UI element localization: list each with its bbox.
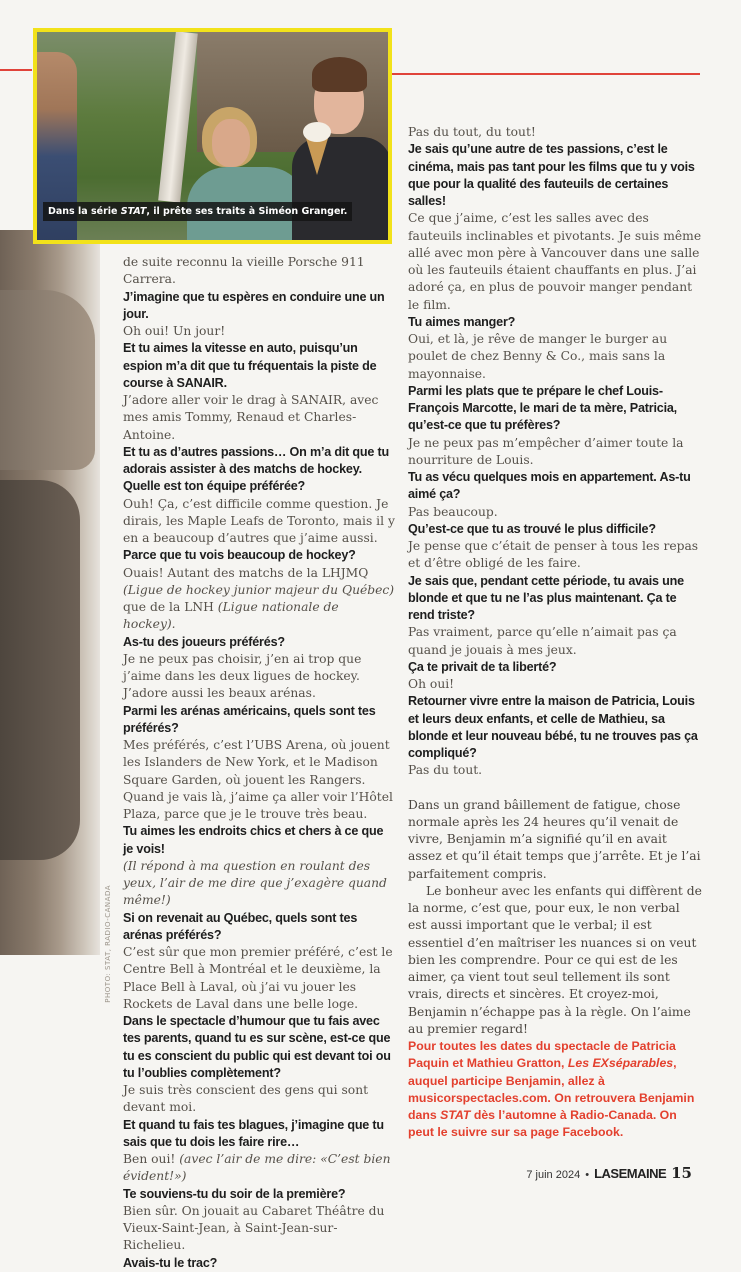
text-segment: Avais-tu le trac? [123, 1255, 218, 1270]
text-segment: Ouh! Ça, c’est difficile comme question. Je dirais, les Maple Leafs de Toronto, mais il y en a beaucoup d’autres que j’aime aussi. [123, 496, 395, 545]
text-segment: Ouais! Autant des matchs de la LHJMQ [123, 565, 369, 580]
interview-answer [408, 762, 702, 779]
text-segment: Pas beaucoup. [408, 504, 498, 519]
text-segment: de suite reconnu la vieille Porsche 911 Carrera. [123, 255, 365, 287]
interview-question [408, 521, 702, 538]
note-segment: Pour toutes les dates du spectacle de Patricia Paquin et Mathieu Gratton, [408, 1039, 676, 1071]
interview-answer [123, 1082, 395, 1117]
note-segment: STAT [440, 1108, 471, 1122]
accent-rule-left [0, 69, 32, 71]
photo-credit: PHOTO: STAT, RADIO-CANADA [104, 885, 112, 1003]
text-segment: Je ne peux pas m’empêcher d’aimer toute la nourriture de Louis. [408, 435, 684, 467]
text-segment: que de la LNH [123, 600, 218, 614]
interview-answer [408, 124, 702, 141]
text-segment: As-tu des joueurs préférés? [123, 634, 285, 649]
page-number: 15 [671, 1163, 692, 1182]
text-segment: C’est sûr que mon premier préféré, c’est le Centre Bell à Montréal et le deuxième, la Place Bell à Laval, où j’ai vu jouer les Rockets de Laval dans une belle loge. [123, 945, 393, 1011]
text-segment: Je pense que c’était de penser à tous les repas et d’être obligé de les faire. [408, 539, 699, 571]
interview-question [123, 340, 395, 392]
interview-column-right [408, 124, 702, 1204]
accent-rule [392, 73, 700, 75]
text-segment: Je sais que, pendant cette période, tu avais une blonde et que tu ne l’as plus maintenant. Ça te rend triste? [408, 573, 684, 622]
interview-question [123, 703, 395, 738]
interview-question [123, 444, 395, 496]
interview-question [408, 693, 702, 762]
interview-answer [123, 254, 395, 289]
issue-date: 7 juin 2024 [526, 1168, 581, 1181]
interview-answer [123, 392, 395, 444]
interview-question [123, 1186, 395, 1203]
interview-column-left [123, 254, 395, 1272]
text-segment: Qu’est-ce que tu as trouvé le plus difficile? [408, 521, 656, 536]
interview-right-qa [408, 124, 702, 780]
side-photo-arm [0, 480, 80, 860]
text-segment: Retourner vivre entre la maison de Patricia, Louis et leurs deux enfants, et celle de Mathieu, sa blonde et leur nouveau bébé, tu ne trouves pas ça compliqué? [408, 694, 698, 760]
interview-answer [408, 331, 702, 383]
interview-answer [123, 1203, 395, 1255]
interview-question [123, 1117, 395, 1152]
interview-answer [123, 323, 395, 340]
text-segment: Je suis très conscient des gens qui sont devant moi. [123, 1083, 369, 1115]
separator-dot: • [585, 1168, 590, 1181]
text-segment: Pas du tout. [408, 763, 483, 778]
side-photo-shirt [0, 290, 95, 470]
conclusion [408, 797, 702, 1039]
note-segment: , auquel participe Benjamin, allez à musicorspectacles.com. On retrouvera Benjamin dans [408, 1056, 695, 1122]
text-segment: Oh oui! Un jour! [123, 324, 226, 338]
page-footer [408, 1164, 702, 1184]
text-segment: Oh oui! [408, 677, 455, 691]
interview-answer [408, 210, 702, 314]
text-segment: Tu aimes manger? [408, 314, 516, 329]
conclusion-paragraph: Le bonheur avec les enfants qui diffèrent de la norme, c’est que, pour eux, le non verbal est aussi important que le verbal; il est essentiel d’en maîtriser les nuances si on veut bien les comprendre. Pour ce qui est de les aimer, ça vient tout seul tellement ils sont vrais, directs et sincères. Et croyez-moi, Benjamin n’échappe pas à la règle. On l’aime au premier regard! [408, 883, 702, 1036]
interview-answer [123, 496, 395, 548]
interview-question [408, 141, 702, 210]
interview-question [408, 659, 702, 676]
interview-question [123, 1255, 395, 1272]
interview-answer [408, 538, 702, 573]
text-segment: Ce que j’aime, c’est les salles avec des fauteuils inclinables et pivotants. Je suis même allé avec mon père à Vancouver dans une salle où les fauteuils étaient chauffants en plus. J’ai adoré ça, en plus de pouvoir manger pendant le film. [408, 211, 702, 312]
text-segment: Parce que tu vois beaucoup de hockey? [123, 548, 356, 563]
photo-caption: Dans la série STAT, il prête ses traits à Siméon Granger. [43, 202, 352, 221]
ice-cream-scoop [303, 122, 331, 142]
note-segment: dès l’automne à Radio-Canada. On peut le suivre sur sa page Facebook. [408, 1108, 677, 1140]
text-segment: (avec l’air de me dire: «C’est bien évident!») [123, 1152, 391, 1184]
side-photo-person [0, 230, 100, 955]
interview-answer [123, 944, 395, 1013]
text-segment: Et tu as d’autres passions… On m’a dit que tu adorais assister à des matchs de hockey. Quelle est ton équipe préférée? [123, 444, 390, 494]
text-segment: Ça te privait de ta liberté? [408, 659, 557, 674]
interview-answer [123, 737, 395, 823]
text-segment: Pas vraiment, parce qu’elle n’aimait pas ça quand je jouais à mes jeux. [408, 625, 677, 657]
text-segment: Bien sûr. On jouait au Cabaret Théâtre du Vieux-Saint-Jean, à Saint-Jean-sur-Richelieu. [123, 1203, 385, 1253]
interview-question [408, 573, 702, 625]
interview-answer [408, 676, 702, 693]
text-segment: (Il répond à ma question en roulant des yeux, l’air de me dire que j’exagère quand même!) [123, 858, 387, 908]
interview-question [123, 547, 395, 564]
show-info-note [408, 1038, 702, 1142]
interview-question [408, 314, 702, 331]
text-segment: Tu as vécu quelques mois en appartement. As-tu aimé ça? [408, 470, 691, 502]
text-segment: J’adore aller voir le drag à SANAIR, avec mes amis Tommy, Renaud et Charles-Antoine. [123, 393, 379, 442]
interview-question [123, 910, 395, 945]
text-segment: Je sais qu’une autre de tes passions, c’est le cinéma, mais pas tant pour les films que tu y vois que pour la qualité des fauteuils de certaines salles! [408, 142, 695, 208]
interview-answer [123, 565, 395, 634]
text-segment: Si on revenait au Québec, quels sont tes arénas préférés? [123, 910, 358, 942]
interview-answer [408, 624, 702, 659]
text-segment: Et tu aimes la vitesse en auto, puisqu’un espion m’a dit que tu fréquentais la piste de course à SANAIR. [123, 341, 377, 390]
text-segment: Parmi les arénas américains, quels sont tes préférés? [123, 703, 376, 735]
interview-answer [408, 435, 702, 470]
interview-question [123, 289, 395, 324]
interview-answer [123, 858, 395, 910]
interview-answer [123, 1151, 395, 1186]
interview-answer [123, 651, 395, 703]
interview-question [408, 383, 702, 435]
interview-question [123, 634, 395, 651]
text-segment: Mes préférés, c’est l’UBS Arena, où jouent les Islanders de New York, et le Madison Square Garden, où jouent les Rangers. Quand je vais là, j’aime ça aller voir l’Hôtel Plaza, parce que je le trouve très beau. [123, 738, 393, 821]
text-segment: Pas du tout, du tout! [408, 125, 536, 139]
magazine-logo: LASEMAINE [594, 1165, 667, 1181]
text-segment: Ben oui! [123, 1152, 180, 1166]
interview-question [123, 1013, 395, 1082]
text-segment: Et quand tu fais tes blagues, j’imagine que tu sais que tu dois les faire rire… [123, 1117, 384, 1149]
text-segment: J’imagine que tu espères en conduire une un jour. [123, 289, 385, 321]
text-segment: Je ne peux pas choisir, j’en ai trop que j’aime dans les deux ligues de hockey. J’adore aussi les beaux arénas. [123, 651, 362, 701]
interview-question [123, 823, 395, 858]
text-segment: Tu aimes les endroits chics et chers à ce que je vois! [123, 824, 384, 856]
text-segment: Te souviens-tu du soir de la première? [123, 1186, 346, 1201]
text-segment: Oui, et là, je rêve de manger le burger au poulet de chez Benny & Co., mais sans la mayonnaise. [408, 332, 668, 381]
interview-question [408, 469, 702, 504]
feature-photo [33, 28, 392, 244]
note-segment: Les EXséparables [567, 1056, 674, 1071]
interview-answer [408, 504, 702, 521]
conclusion-paragraph: Dans un grand bâillement de fatigue, chose normale après les 24 heures qu’il venait de vivre, Benjamin m’a signifié qu’il en avait assez et qu’il était temps que j’arrête. Et je l’ai parfaitement compris. [408, 797, 701, 881]
text-segment: Dans le spectacle d’humour que tu fais avec tes parents, quand tu es sur scène, est-ce que tu es conscient du public qui est devant toi ou tu l’oublies complètement? [123, 1014, 391, 1080]
text-segment: (Ligue de hockey junior majeur du Québec) [123, 582, 395, 597]
text-segment: Parmi les plats que te prépare le chef Louis-François Marcotte, le mari de ta mère, Patricia, qu’est-ce que tu préfères? [408, 383, 677, 433]
text-segment: (Ligue nationale de hockey). [123, 600, 339, 632]
